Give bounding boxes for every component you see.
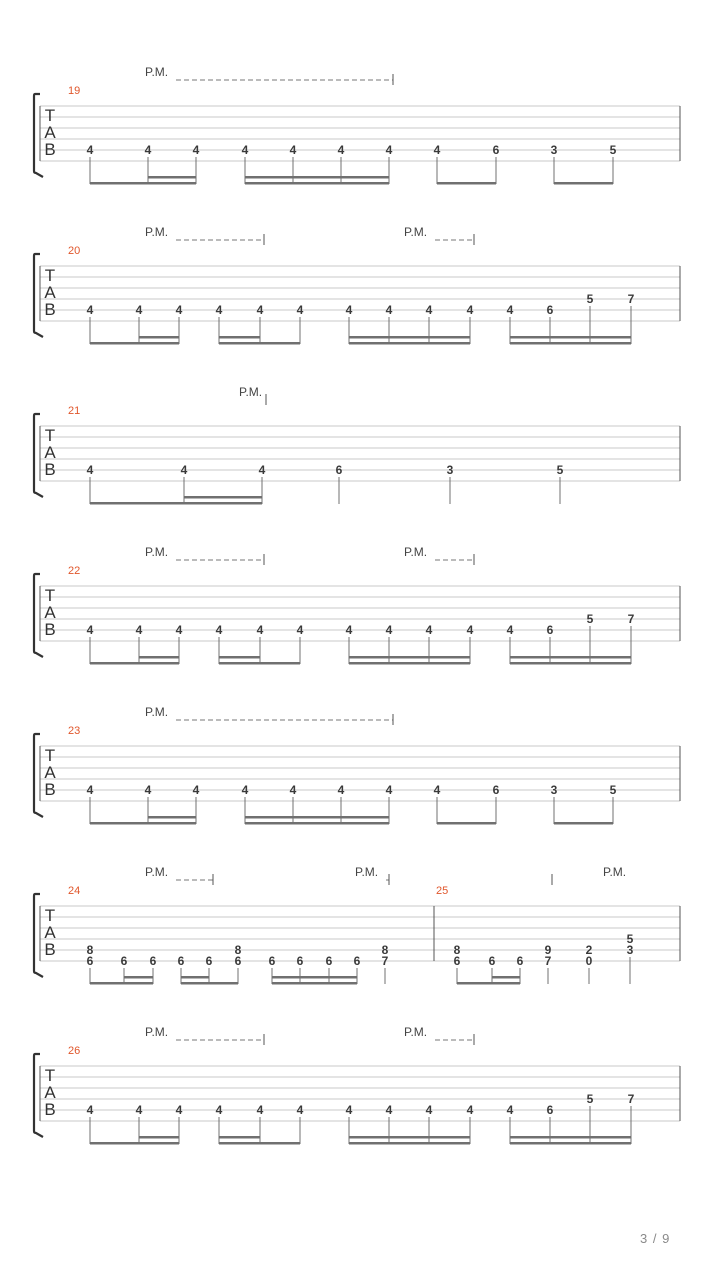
tab-clef-letter: A: [44, 923, 56, 942]
fret-number: 5: [586, 1092, 594, 1106]
fret-number: 4: [175, 623, 183, 637]
note-beam: [139, 656, 179, 659]
note-beam: [181, 982, 209, 985]
fret-number: 4: [192, 143, 200, 157]
fret-number: 4: [86, 623, 94, 637]
note-beam: [492, 982, 520, 985]
note-beam: [124, 982, 153, 985]
fret-number: 4: [180, 463, 188, 477]
fret-number: 4: [345, 1103, 353, 1117]
note-beam: [219, 342, 260, 345]
palm-mute-label: P.M.: [404, 1025, 428, 1039]
tab-clef-letter: A: [44, 763, 56, 782]
fret-number: 4: [135, 303, 143, 317]
fret-number: 4: [433, 783, 441, 797]
page-number: 3 / 9: [640, 1231, 671, 1246]
note-beam: [219, 656, 260, 659]
tab-clef-letter: T: [44, 906, 56, 925]
palm-mute-label: P.M.: [404, 225, 428, 239]
note-beam: [554, 182, 613, 185]
palm-mute-label: P.M.: [145, 225, 169, 239]
palm-mute-label: P.M.: [145, 545, 169, 559]
fret-number: 4: [296, 303, 304, 317]
fret-number: 6: [546, 623, 554, 637]
note-beam: [510, 336, 631, 339]
fret-number: 6: [234, 954, 242, 968]
measure-number: 23: [68, 725, 81, 737]
palm-mute-label: P.M.: [145, 705, 169, 719]
tab-clef-letter: A: [44, 123, 56, 142]
fret-number: 8: [381, 943, 389, 957]
fret-number: 4: [215, 623, 223, 637]
fret-number: 5: [556, 463, 564, 477]
fret-number: 5: [586, 292, 594, 306]
note-beam: [184, 502, 262, 505]
fret-number: 5: [626, 932, 634, 946]
fret-number: 6: [492, 783, 500, 797]
palm-mute-label: P.M.: [603, 865, 627, 879]
fret-number: 7: [381, 954, 389, 968]
fret-number: 6: [296, 954, 304, 968]
note-beam: [219, 1136, 260, 1139]
fret-number: 4: [296, 1103, 304, 1117]
fret-number: 2: [585, 943, 593, 957]
note-beam: [184, 496, 262, 499]
fret-number: 4: [86, 783, 94, 797]
fret-number: 4: [144, 783, 152, 797]
fret-number: 4: [215, 1103, 223, 1117]
note-beam: [272, 976, 357, 979]
fret-number: 4: [192, 783, 200, 797]
note-beam: [510, 1136, 631, 1139]
note-beam: [272, 982, 357, 985]
fret-number: 4: [337, 143, 345, 157]
note-beam: [139, 662, 179, 665]
fret-number: 3: [626, 943, 634, 957]
tab-clef-letter: B: [44, 300, 56, 319]
note-beam: [148, 816, 196, 819]
fret-number: 4: [385, 1103, 393, 1117]
note-beam: [349, 656, 470, 659]
fret-number: 4: [337, 783, 345, 797]
fret-number: 6: [149, 954, 157, 968]
note-beam: [437, 822, 496, 825]
fret-number: 4: [425, 623, 433, 637]
measure-number: 21: [68, 405, 81, 417]
fret-number: 7: [544, 954, 552, 968]
palm-mute-label: P.M.: [145, 65, 169, 79]
note-beam: [245, 176, 389, 179]
note-beam: [510, 656, 631, 659]
fret-number: 6: [492, 143, 500, 157]
fret-number: 4: [86, 143, 94, 157]
note-beam: [219, 1142, 260, 1145]
fret-number: 4: [241, 143, 249, 157]
fret-number: 6: [488, 954, 496, 968]
note-beam: [349, 1142, 470, 1145]
fret-number: 4: [175, 303, 183, 317]
fret-number: 4: [385, 143, 393, 157]
fret-number: 4: [86, 463, 94, 477]
fret-number: 4: [258, 463, 266, 477]
note-beam: [437, 182, 496, 185]
fret-number: 4: [466, 303, 474, 317]
fret-number: 3: [550, 783, 558, 797]
note-beam: [349, 1136, 470, 1139]
fret-number: 6: [546, 1103, 554, 1117]
measure-number: 22: [68, 565, 81, 577]
fret-number: 6: [177, 954, 185, 968]
measure-number: 24: [68, 885, 81, 897]
fret-number: 4: [345, 623, 353, 637]
fret-number: 5: [609, 783, 617, 797]
fret-number: 4: [466, 623, 474, 637]
fret-number: 8: [86, 943, 94, 957]
fret-number: 4: [296, 623, 304, 637]
fret-number: 4: [345, 303, 353, 317]
note-beam: [349, 336, 470, 339]
note-beam: [554, 822, 613, 825]
fret-number: 4: [385, 623, 393, 637]
note-beam: [139, 1136, 179, 1139]
palm-mute-label: P.M.: [404, 545, 428, 559]
fret-number: 4: [135, 1103, 143, 1117]
fret-number: 4: [289, 143, 297, 157]
fret-number: 8: [453, 943, 461, 957]
tab-clef-letter: B: [44, 940, 56, 959]
fret-number: 5: [586, 612, 594, 626]
palm-mute-label: P.M.: [355, 865, 379, 879]
measure-number: 26: [68, 1045, 81, 1057]
tab-clef-letter: B: [44, 1100, 56, 1119]
note-beam: [510, 1142, 631, 1145]
fret-number: 6: [353, 954, 361, 968]
fret-number: 4: [256, 1103, 264, 1117]
note-beam: [510, 342, 631, 345]
fret-number: 4: [433, 143, 441, 157]
note-beam: [510, 662, 631, 665]
fret-number: 4: [256, 303, 264, 317]
tab-clef-letter: B: [44, 460, 56, 479]
tab-clef-letter: T: [44, 266, 56, 285]
palm-mute-label: P.M.: [145, 1025, 169, 1039]
measure-number: 19: [68, 85, 81, 97]
note-beam: [148, 182, 196, 185]
note-beam: [148, 822, 196, 825]
note-beam: [219, 336, 260, 339]
fret-number: 4: [466, 1103, 474, 1117]
fret-number: 4: [425, 303, 433, 317]
fret-number: 0: [585, 954, 593, 968]
tab-clef-letter: T: [44, 426, 56, 445]
note-beam: [245, 182, 389, 185]
note-beam: [139, 336, 179, 339]
fret-number: 6: [86, 954, 94, 968]
fret-number: 5: [609, 143, 617, 157]
fret-number: 4: [385, 783, 393, 797]
fret-number: 6: [205, 954, 213, 968]
tab-clef-letter: A: [44, 603, 56, 622]
note-beam: [139, 342, 179, 345]
palm-mute-label: P.M.: [145, 865, 169, 879]
note-beam: [245, 822, 389, 825]
fret-number: 6: [546, 303, 554, 317]
note-beam: [349, 342, 470, 345]
fret-number: 6: [325, 954, 333, 968]
fret-number: 7: [627, 292, 635, 306]
fret-number: 4: [144, 143, 152, 157]
tab-clef-letter: A: [44, 443, 56, 462]
fret-number: 6: [120, 954, 128, 968]
fret-number: 4: [506, 303, 514, 317]
fret-number: 4: [289, 783, 297, 797]
fret-number: 4: [215, 303, 223, 317]
fret-number: 7: [627, 1092, 635, 1106]
fret-number: 6: [268, 954, 276, 968]
note-beam: [139, 1142, 179, 1145]
fret-number: 4: [506, 1103, 514, 1117]
fret-number: 4: [385, 303, 393, 317]
tab-clef-letter: T: [44, 1066, 56, 1085]
fret-number: 9: [544, 943, 552, 957]
fret-number: 3: [550, 143, 558, 157]
note-beam: [181, 976, 209, 979]
tab-clef-letter: T: [44, 746, 56, 765]
note-beam: [245, 816, 389, 819]
tab-clef-letter: B: [44, 780, 56, 799]
tab-clef-letter: B: [44, 620, 56, 639]
fret-number: 4: [425, 1103, 433, 1117]
fret-number: 6: [335, 463, 343, 477]
fret-number: 4: [86, 303, 94, 317]
tab-clef-letter: B: [44, 140, 56, 159]
fret-number: 4: [506, 623, 514, 637]
fret-number: 4: [256, 623, 264, 637]
fret-number: 4: [241, 783, 249, 797]
measure-number: 25: [436, 885, 449, 897]
fret-number: 6: [453, 954, 461, 968]
palm-mute-label: P.M.: [239, 385, 263, 399]
fret-number: 6: [516, 954, 524, 968]
fret-number: 4: [86, 1103, 94, 1117]
note-beam: [492, 976, 520, 979]
tab-clef-letter: A: [44, 283, 56, 302]
tab-clef-letter: T: [44, 106, 56, 125]
note-beam: [124, 976, 153, 979]
measure-number: 20: [68, 245, 81, 257]
tab-clef-letter: A: [44, 1083, 56, 1102]
tab-clef-letter: T: [44, 586, 56, 605]
fret-number: 4: [175, 1103, 183, 1117]
note-beam: [349, 662, 470, 665]
fret-number: 7: [627, 612, 635, 626]
note-beam: [219, 662, 260, 665]
fret-number: 8: [234, 943, 242, 957]
fret-number: 3: [446, 463, 454, 477]
note-beam: [148, 176, 196, 179]
fret-number: 4: [135, 623, 143, 637]
